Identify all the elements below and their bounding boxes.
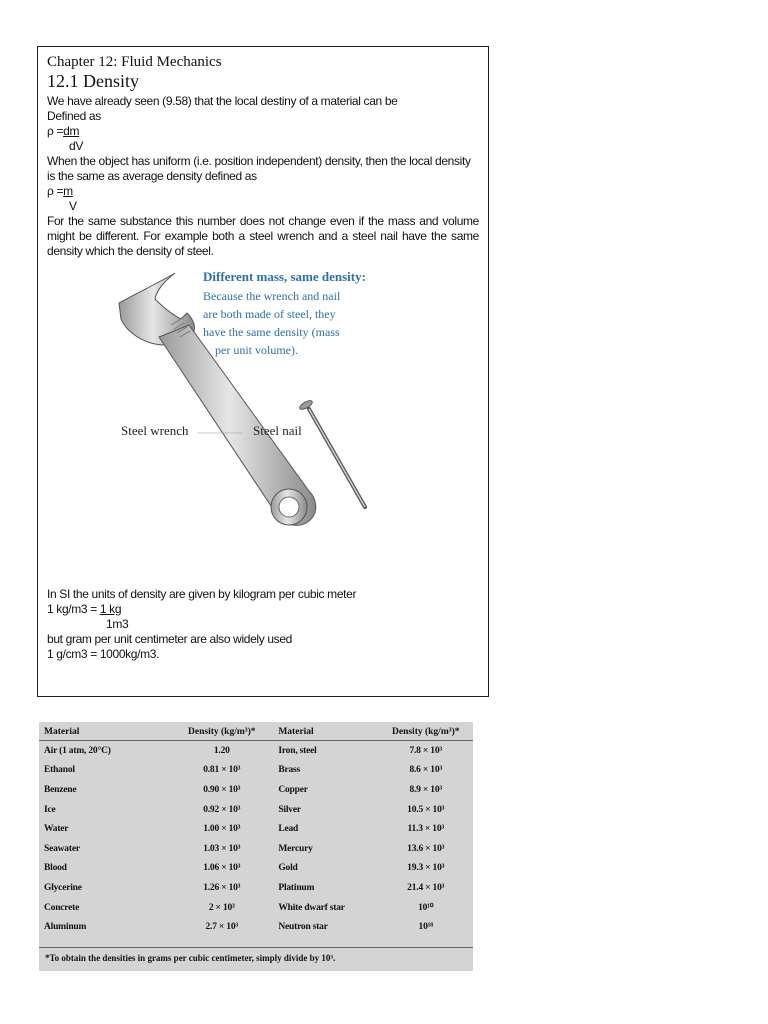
density-table bbox=[39, 724, 473, 937]
cell-material: Glycerine bbox=[44, 882, 82, 893]
cell-density: 0.81 × 10³ bbox=[203, 765, 241, 776]
cell-material: Seawater bbox=[44, 843, 80, 854]
cell-material: Brass bbox=[278, 765, 301, 776]
table-row bbox=[39, 917, 473, 937]
table-bottom-rule bbox=[39, 947, 473, 948]
table-row bbox=[39, 819, 473, 839]
wrench-nail-figure bbox=[47, 263, 481, 563]
cell-material: Water bbox=[44, 824, 69, 835]
cell-density: 10¹⁰ bbox=[418, 903, 434, 914]
intro-paragraph bbox=[47, 94, 479, 259]
cell-density: 21.4 × 10³ bbox=[407, 882, 445, 893]
figure-caption-line: are both made of steel, they bbox=[203, 307, 336, 321]
table-row bbox=[39, 878, 473, 898]
table-row bbox=[39, 898, 473, 918]
cell-density: 8.9 × 10³ bbox=[409, 784, 443, 795]
textbook-page bbox=[37, 46, 489, 697]
cell-material: Iron, steel bbox=[278, 745, 317, 756]
cell-density: 11.3 × 10³ bbox=[407, 824, 445, 835]
units-formula-numerator: 1 kg bbox=[99, 602, 122, 616]
table-header-row bbox=[39, 724, 473, 741]
formula2-lhs: ρ = bbox=[47, 184, 64, 198]
units-formula bbox=[47, 602, 477, 617]
header-density-2: Density (kg/m³)* bbox=[378, 724, 474, 741]
units-formula-denominator: 1m3 bbox=[106, 617, 129, 631]
cell-density: 0.90 × 10³ bbox=[203, 784, 241, 795]
cell-material: Platinum bbox=[278, 882, 315, 893]
cell-material: Ice bbox=[44, 804, 56, 815]
cell-density: 7.8 × 10³ bbox=[409, 745, 443, 756]
formula-density-local bbox=[47, 124, 479, 139]
label-steel-nail: Steel nail bbox=[253, 423, 302, 438]
figure-caption-body bbox=[203, 287, 393, 359]
cell-density: 1.06 × 10³ bbox=[203, 863, 241, 874]
cell-material: Blood bbox=[44, 863, 67, 874]
cell-material: Benzene bbox=[44, 784, 77, 795]
cell-material: Air (1 atm, 20°C) bbox=[44, 745, 111, 756]
table-footnote: *To obtain the densities in grams per cubic centimeter, simply divide by 10³. bbox=[45, 953, 336, 963]
cell-density: 0.92 × 10³ bbox=[203, 804, 241, 815]
units-line1: In SI the units of density are given by kilogram per cubic meter bbox=[47, 587, 357, 601]
header-density: Density (kg/m³)* bbox=[169, 724, 273, 741]
cell-material: Neutron star bbox=[278, 922, 328, 933]
para1-line1: We have already seen (9.58) that the local destiny of a material can be bbox=[47, 94, 398, 108]
figure-caption-title: Different mass, same density: bbox=[203, 269, 366, 284]
cell-density: 1.03 × 10³ bbox=[203, 843, 241, 854]
cell-material: Lead bbox=[278, 824, 299, 835]
cell-material: Mercury bbox=[278, 843, 313, 854]
units-line4: 1 g/cm3 = 1000kg/m3. bbox=[47, 647, 160, 661]
table-row bbox=[39, 800, 473, 820]
header-material: Material bbox=[39, 724, 169, 741]
cell-density: 8.6 × 10³ bbox=[409, 765, 443, 776]
cell-density: 1.26 × 10³ bbox=[203, 882, 241, 893]
formula2-denominator: V bbox=[69, 199, 77, 213]
cell-material: Aluminum bbox=[44, 922, 87, 933]
cell-density: 10.5 × 10³ bbox=[407, 804, 445, 815]
units-formula-lhs: 1 kg/m3 = bbox=[47, 602, 97, 616]
para2: When the object has uniform (i.e. position independent) density, then the local density is the same as average density defined as bbox=[47, 154, 471, 183]
figure-caption-line: Because the wrench and nail bbox=[203, 289, 341, 303]
figure-caption-line: have the same density (mass bbox=[203, 325, 340, 339]
table-row bbox=[39, 839, 473, 859]
header-material-2: Material bbox=[273, 724, 377, 741]
formula-density-average bbox=[47, 184, 479, 199]
cell-density: 1.20 bbox=[213, 745, 230, 756]
cell-material: Silver bbox=[278, 804, 301, 815]
cell-material: Gold bbox=[278, 863, 298, 874]
cell-material: White dwarf star bbox=[278, 902, 345, 913]
formula1-numerator: dm bbox=[63, 124, 80, 138]
formula1-denominator: dV bbox=[69, 139, 83, 153]
table-row bbox=[39, 780, 473, 800]
cell-density: 1.00 × 10³ bbox=[203, 824, 241, 835]
cell-density: 19.3 × 10³ bbox=[407, 863, 445, 874]
table-row bbox=[39, 761, 473, 781]
formula1-lhs: ρ = bbox=[47, 124, 64, 138]
cell-density: 2 × 10³ bbox=[208, 902, 235, 913]
table-row bbox=[39, 859, 473, 879]
para1-line2: Defined as bbox=[47, 109, 101, 123]
cell-material: Copper bbox=[278, 784, 308, 795]
cell-density: 13.6 × 10³ bbox=[407, 843, 445, 854]
label-steel-wrench: Steel wrench bbox=[121, 423, 189, 438]
formula2-numerator: m bbox=[63, 184, 73, 198]
table-row bbox=[39, 741, 473, 761]
density-table-figure bbox=[39, 722, 473, 971]
cell-material: Ethanol bbox=[44, 765, 75, 776]
units-section bbox=[47, 587, 477, 662]
units-line3: but gram per unit centimeter are also widely used bbox=[47, 632, 292, 646]
section-title: 12.1 Density bbox=[47, 71, 139, 91]
cell-material: Concrete bbox=[44, 902, 80, 913]
figure-caption-line: per unit volume). bbox=[215, 343, 298, 357]
cell-density: 2.7 × 10³ bbox=[205, 922, 239, 933]
chapter-title: Chapter 12: Fluid Mechanics bbox=[47, 54, 222, 70]
para3: For the same substance this number does not change even if the mass and volume might be different. For example both a steel wrench and a steel nail have the same density which the density of steel. bbox=[47, 214, 479, 258]
cell-density: 10¹⁸ bbox=[418, 922, 433, 933]
